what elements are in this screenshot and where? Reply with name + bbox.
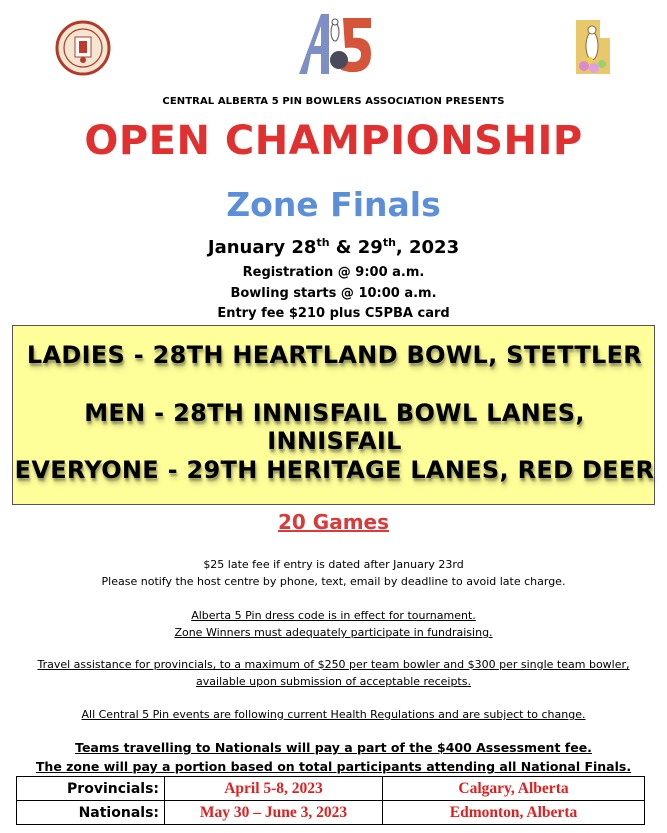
- schedule-location: Calgary, Alberta: [383, 777, 645, 801]
- venue-men: MEN - 28TH INNISFAIL BOWL LANES, INNISFAIL: [84, 399, 585, 455]
- page-subtitle: Zone Finals: [226, 185, 441, 224]
- date-part: January 28: [207, 237, 317, 258]
- alberta-pin-logo-icon: [570, 16, 616, 78]
- schedule-label: Provincials:: [17, 777, 165, 801]
- fundraising-note: Zone Winners must adequately participate in fundraising.: [174, 626, 493, 639]
- table-row: [17, 777, 645, 801]
- event-dates: [0, 236, 667, 258]
- date-suffix: th: [316, 236, 330, 249]
- presenter-line: CENTRAL ALBERTA 5 PIN BOWLERS ASSOCIATION PRESENTS: [162, 96, 505, 107]
- date-part: & 29: [329, 237, 383, 258]
- schedule-table: [16, 776, 645, 825]
- venue-ladies: LADIES - 28TH HEARTLAND BOWL, STETTLER: [26, 341, 643, 369]
- c5pba-logo-icon: [55, 20, 111, 76]
- travel-assistance-note: Travel assistance for provincials, to a maximum of $250 per team bowler and $300 per single team bowler,: [37, 658, 630, 671]
- a5-logo-icon: [295, 10, 377, 78]
- registration-time: Registration @ 9:00 a.m.: [242, 265, 425, 280]
- table-row: [17, 801, 645, 825]
- schedule-location: Edmonton, Alberta: [383, 801, 645, 825]
- venue-box: [12, 325, 655, 505]
- page-title: OPEN CHAMPIONSHIP: [84, 118, 583, 164]
- schedule-label: Nationals:: [17, 801, 165, 825]
- date-suffix: th: [382, 236, 396, 249]
- entry-fee: Entry fee $210 plus C5PBA card: [217, 306, 450, 321]
- nationals-fee-note: Teams travelling to Nationals will pay a part of the $400 Assessment fee.: [75, 740, 592, 755]
- travel-receipts-note: available upon submission of acceptable receipts.: [196, 675, 471, 688]
- schedule-dates: May 30 – June 3, 2023: [165, 801, 383, 825]
- notify-note: Please notify the host centre by phone, text, email by deadline to avoid late charge.: [101, 575, 566, 588]
- date-part: , 2023: [395, 237, 460, 258]
- games-count: 20 Games: [277, 510, 389, 534]
- bowling-start-time: Bowling starts @ 10:00 a.m.: [230, 286, 437, 301]
- dress-code-note: Alberta 5 Pin dress code is in effect for tournament.: [191, 609, 476, 622]
- health-regulations-note: All Central 5 Pin events are following current Health Regulations and are subject to change.: [81, 708, 586, 721]
- late-fee-note: $25 late fee if entry is dated after January 23rd: [203, 558, 464, 571]
- schedule-dates: April 5-8, 2023: [165, 777, 383, 801]
- zone-portion-note: The zone will pay a portion based on total participants attending all National Finals.: [35, 759, 632, 774]
- venue-everyone: EVERYONE - 29TH HERITAGE LANES, RED DEER: [14, 456, 655, 484]
